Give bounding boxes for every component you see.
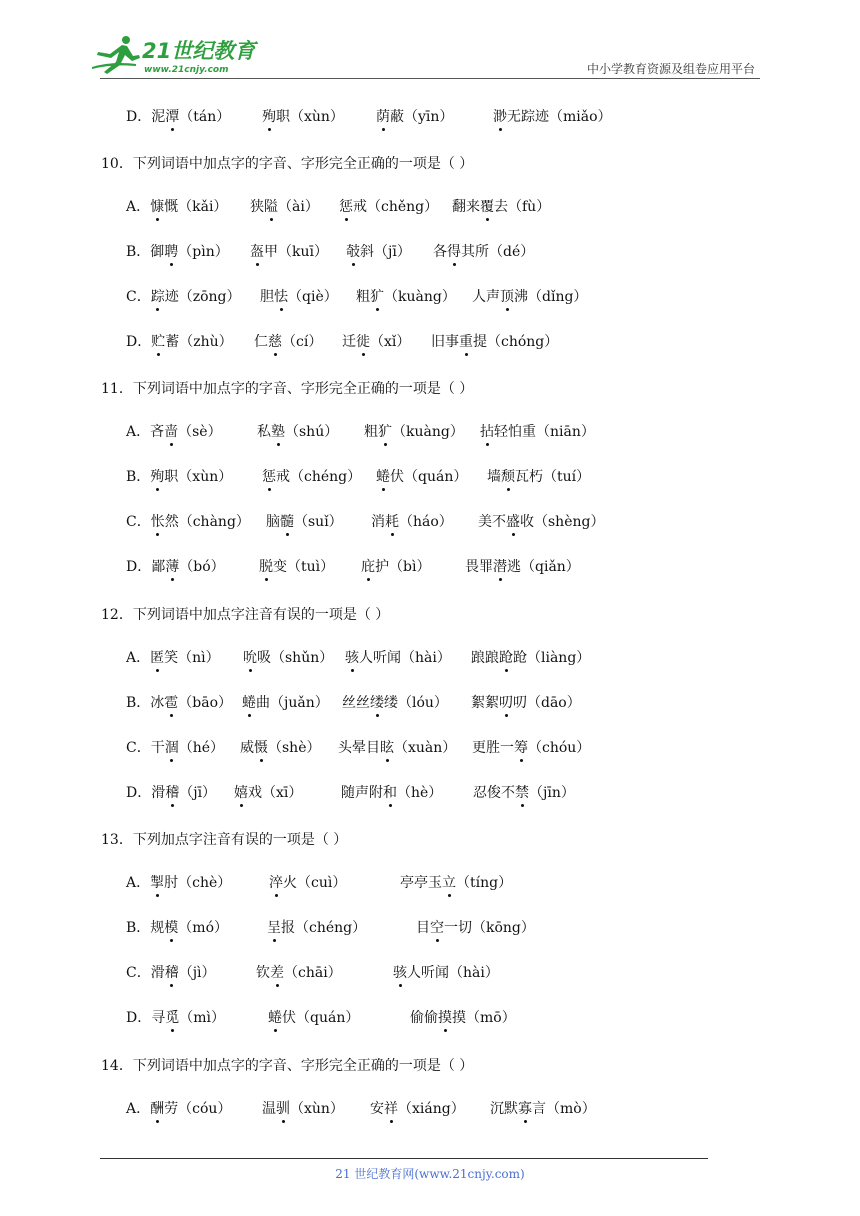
term-text: 10．下列词语中加点字的字音、字形完全正确的一项是（ ） [101,156,474,172]
term-pinyin: 戒（chéng） [276,469,362,485]
option-term [416,918,535,938]
dotted-character: 骇 [393,965,407,981]
term-text: A． [126,875,151,891]
option-term [471,648,590,668]
dotted-character: 惩 [339,199,353,215]
term-pinyin: 一切（kōng） [444,920,535,936]
option-term [126,332,233,352]
logo-url: www.21cnjy.com [144,65,229,75]
term-text: 13．下列加点字注音有误的一项是（ ） [101,832,348,848]
term-text: 粗 [356,289,370,305]
term-pinyin: 其所（dé） [461,244,535,260]
option-term [345,648,451,668]
term-pinyin: （bāo） [178,695,233,711]
dotted-character: 骇 [345,650,359,666]
option-term [254,332,322,352]
term-pinyin: 轻怕重（niān） [494,424,595,440]
term-text: 胆 [260,289,274,305]
term-pinyin: 伏（quán） [390,469,468,485]
dotted-character: 祥 [384,1101,398,1117]
option-term [126,242,229,262]
term-pinyin: 曲（juǎn） [256,695,329,711]
term-text: C．滑 [126,965,165,981]
term-pinyin: （xǐ） [370,334,411,350]
dotted-character: 驯 [276,1101,290,1117]
dotted-character: 蜷 [242,695,256,711]
option-term [126,648,220,668]
term-pinyin: （chāi） [284,965,342,981]
option-term [410,1008,516,1028]
dotted-character: 跄 [499,650,513,666]
site-name: 中小学教育资源及组卷应用平台 [586,62,755,76]
option-term [126,1008,225,1028]
option-term [376,467,467,487]
term-pinyin: 蔽（yīn） [390,109,454,125]
header-divider [100,78,760,79]
term-text: 忍俊不 [473,785,515,801]
term-pinyin: 职（xùn） [276,109,344,125]
term-text: 絮絮 [471,695,499,711]
term-pinyin: （xuàn） [394,740,457,756]
dotted-character: 禁 [515,785,529,801]
term-text: B． [126,469,151,485]
dotted-character: 隘 [264,199,278,215]
term-text: 钦 [256,965,270,981]
dotted-character: 踪 [150,289,165,305]
dotted-character: 和 [383,785,397,801]
dotted-character: 呈 [267,920,281,936]
option-term [242,693,329,713]
term-pinyin: （pìn） [178,244,229,260]
dotted-character: 犷 [378,424,392,440]
term-text: 11．下列词语中加点字的字音、字形完全正确的一项是（ ） [101,381,474,397]
option-term [370,1099,465,1119]
option-term [101,154,473,174]
option-term [126,693,232,713]
option-term [259,557,334,577]
dotted-character: 贮 [151,334,166,350]
dotted-character: 犷 [370,289,384,305]
dotted-character: 稽 [165,785,180,801]
term-pinyin: 变（tuì） [273,559,335,575]
dotted-character: 涸 [164,740,179,756]
option-term [376,107,453,127]
dotted-character: 渺 [493,109,507,125]
term-text: 各 [433,244,447,260]
term-text: D．鄙 [126,559,166,575]
dotted-character: 匿 [150,650,165,666]
option-term [262,1099,344,1119]
term-pinyin: （chóu） [528,740,591,756]
page-header [0,0,860,90]
dotted-character: 缕 [370,695,384,711]
option-term [101,605,389,625]
term-text: C． [126,514,151,530]
term-text: 随声附 [341,785,383,801]
term-pinyin: （xiáng） [398,1101,465,1117]
dotted-character: 聘 [164,244,179,260]
term-text: 亭亭玉 [400,875,442,891]
term-text: 狭 [250,199,264,215]
option-term [371,512,453,532]
dotted-character: 顶 [500,289,514,305]
option-term [452,197,550,217]
site-logo [92,34,262,76]
option-term [361,557,430,577]
term-pinyin: 人听闻（hài） [407,965,499,981]
option-term [257,422,338,442]
option-term [356,287,456,307]
option-term [480,422,595,442]
dotted-character: 空 [430,920,444,936]
option-term [101,830,347,850]
option-term [256,963,342,983]
dotted-character: 徙 [356,334,370,350]
dotted-character: 立 [442,875,456,891]
option-term [240,738,321,758]
term-text: D．泥 [126,109,166,125]
term-pinyin: （tán） [179,109,231,125]
term-text: 翻来 [452,199,480,215]
option-term [339,197,438,217]
option-term [234,783,302,803]
option-term [269,873,346,893]
term-text: 温 [262,1101,276,1117]
term-text: 脑 [266,514,280,530]
dotted-character: 庇 [361,559,375,575]
dotted-character: 潭 [165,109,180,125]
dotted-character: 怯 [274,289,288,305]
term-pinyin: （háo） [399,514,453,530]
dotted-character: 啬 [164,424,179,440]
dotted-character: 差 [270,965,284,981]
term-pinyin: （ài） [278,199,319,215]
term-pinyin: （shè） [268,740,321,756]
term-pinyin: （suǐ） [294,514,343,530]
term-pinyin: （jì） [178,965,216,981]
dotted-character: 攲 [346,244,360,260]
term-pinyin: （jīn） [529,785,575,801]
term-text: 踉踉 [471,650,499,666]
option-term [260,287,338,307]
term-pinyin: 报（chéng） [281,920,367,936]
term-text: 畏罪 [465,559,493,575]
dotted-character: 薄 [165,559,180,575]
option-term [433,242,534,262]
option-term [126,918,228,938]
term-pinyin: （shú） [285,424,339,440]
dotted-character: 慑 [254,740,268,756]
term-pinyin: （cí） [282,334,323,350]
term-pinyin: （qiè） [288,289,338,305]
option-term [243,648,333,668]
term-text: 人声 [472,289,500,305]
option-term [126,1099,231,1119]
term-text: 14．下列词语中加点字的字音、字形完全正确的一项是（ ） [101,1058,474,1074]
dotted-character: 颓 [501,469,515,485]
dotted-character: 潜 [493,559,507,575]
term-text: D． [126,334,152,350]
option-term [126,467,232,487]
option-term [490,1099,596,1119]
term-text: 墙 [487,469,501,485]
term-pinyin: 收（shèng） [520,514,605,530]
term-pinyin: 摸（mō） [452,1010,516,1026]
term-text: 旧事 [431,334,459,350]
option-term [101,379,473,399]
dotted-character: 掣 [150,875,165,891]
option-term [126,287,241,307]
term-text: 更胜一 [472,740,514,756]
term-text: 仁 [254,334,268,350]
dotted-character: 惩 [262,469,276,485]
term-pinyin: （kuàng） [392,424,464,440]
option-term [465,557,580,577]
option-term [431,332,558,352]
term-text: 12．下列词语中加点字注音有误的一项是（ ） [101,607,390,623]
term-text: 头晕目 [338,740,380,756]
option-term [472,287,587,307]
option-term [267,918,366,938]
term-pinyin: （hè） [397,785,443,801]
dotted-character: 殉 [262,109,276,125]
term-pinyin: 戒（chěng） [353,199,439,215]
option-term [346,242,411,262]
dotted-character: 盔 [250,244,264,260]
option-term [342,693,448,713]
term-pinyin: （hé） [178,740,225,756]
option-term [101,1056,473,1076]
dotted-character: 怅 [150,514,165,530]
option-term [126,107,230,127]
term-pinyin: 瓦朽（tuí） [515,469,591,485]
term-pinyin: （mì） [179,1010,225,1026]
dotted-character: 拈 [480,424,494,440]
term-pinyin: 甲（kuī） [264,244,328,260]
dotted-character: 筹 [514,740,528,756]
dotted-character: 吮 [243,650,257,666]
term-pinyin: 叨（dāo） [513,695,581,711]
term-pinyin: 职（xùn） [164,469,233,485]
term-text: 威 [240,740,254,756]
dotted-character: 慈 [268,334,282,350]
term-text: 美不 [478,514,506,530]
term-pinyin: （jī） [179,785,217,801]
dotted-character: 嬉 [234,785,248,801]
term-text: A．吝 [126,424,165,440]
dotted-character: 淬 [269,875,283,891]
dotted-character: 蜷 [268,1010,282,1026]
term-pinyin: 言（mò） [532,1101,596,1117]
term-pinyin: （tíng） [456,875,513,891]
term-text: 迁 [342,334,356,350]
term-text: 安 [370,1101,384,1117]
term-text: D．寻 [126,1010,166,1026]
term-pinyin: 无踪迹（miǎo） [507,109,612,125]
option-term [126,197,227,217]
logo-title: 21世纪教育 [142,39,256,63]
term-pinyin: 斜（jī） [360,244,411,260]
term-pinyin: 伏（quán） [282,1010,360,1026]
dotted-character: 觅 [165,1010,180,1026]
term-text: A． [126,650,151,666]
term-pinyin: 跄（liàng） [513,650,591,666]
term-pinyin: 慨（kǎi） [164,199,228,215]
dotted-character: 覆 [480,199,494,215]
term-pinyin: 吸（shǔn） [257,650,334,666]
dotted-character: 慷 [150,199,165,215]
term-pinyin: 提（chóng） [473,334,559,350]
term-pinyin: 戏（xī） [248,785,303,801]
term-text: 沉默 [490,1101,518,1117]
term-pinyin: 笑（nì） [164,650,220,666]
term-text: D．滑 [126,785,166,801]
option-term [266,512,343,532]
footer-divider [100,1158,708,1159]
option-term [126,422,222,442]
option-term [393,963,499,983]
dotted-character: 眩 [380,740,394,756]
option-term [487,467,590,487]
dotted-character: 塾 [271,424,285,440]
dotted-character: 耗 [385,514,399,530]
dotted-character: 雹 [164,695,179,711]
term-pinyin: （bó） [179,559,225,575]
option-term [478,512,604,532]
dotted-character: 摸 [438,1010,452,1026]
dotted-character: 重 [459,334,473,350]
option-term [262,467,361,487]
term-pinyin: 蓄（zhù） [165,334,233,350]
dotted-character: 髓 [280,514,294,530]
term-pinyin: 去（fù） [494,199,551,215]
term-text: A． [126,199,151,215]
term-pinyin: 人听闻（hài） [359,650,451,666]
option-term [342,332,410,352]
term-text: B．规 [126,920,165,936]
option-term [126,963,216,983]
term-pinyin: （mó） [178,920,229,936]
dotted-character: 荫 [376,109,390,125]
option-term [250,197,319,217]
term-pinyin: 肘（chè） [164,875,232,891]
option-term [126,873,231,893]
term-text: C．干 [126,740,165,756]
term-pinyin: 缕（lóu） [384,695,448,711]
footer-text: 21 世纪教育网(www.21cnjy.com) [335,1167,525,1181]
option-term [250,242,328,262]
dotted-character: 盛 [506,514,520,530]
option-term [472,738,590,758]
option-term [338,738,456,758]
term-text: B．冰 [126,695,165,711]
dotted-character: 酬 [150,1101,165,1117]
term-text: B．御 [126,244,165,260]
dotted-character: 蜷 [376,469,390,485]
term-pinyin: 劳（cóu） [164,1101,232,1117]
term-pinyin: 逃（qiǎn） [507,559,580,575]
dotted-character: 稽 [164,965,179,981]
term-text: A． [126,1101,151,1117]
option-term [268,1008,359,1028]
term-text: C． [126,289,151,305]
option-term [126,738,224,758]
term-pinyin: （kuàng） [384,289,456,305]
option-term [364,422,464,442]
option-term [126,783,216,803]
term-pinyin: （sè） [178,424,222,440]
option-term [262,107,344,127]
term-pinyin: 迹（zōng） [164,289,241,305]
option-term [471,693,581,713]
dotted-character: 模 [164,920,179,936]
option-term [341,783,442,803]
term-pinyin: 然（chàng） [164,514,250,530]
option-term [473,783,575,803]
term-text: 丝丝 [342,695,370,711]
option-term [126,512,250,532]
term-pinyin: 护（bì） [375,559,431,575]
term-pinyin: （xùn） [290,1101,344,1117]
term-text: 消 [371,514,385,530]
dotted-character: 得 [447,244,461,260]
dotted-character: 寡 [518,1101,532,1117]
term-text: 目 [416,920,430,936]
option-term [493,107,612,127]
dotted-character: 殉 [150,469,165,485]
term-text: 粗 [364,424,378,440]
dotted-character: 脱 [259,559,273,575]
option-term [126,557,225,577]
dotted-character: 叨 [499,695,513,711]
option-term [400,873,512,893]
term-pinyin: 沸（dǐng） [514,289,588,305]
term-text: 偷偷 [410,1010,438,1026]
term-pinyin: 火（cuì） [283,875,347,891]
term-text: 私 [257,424,271,440]
